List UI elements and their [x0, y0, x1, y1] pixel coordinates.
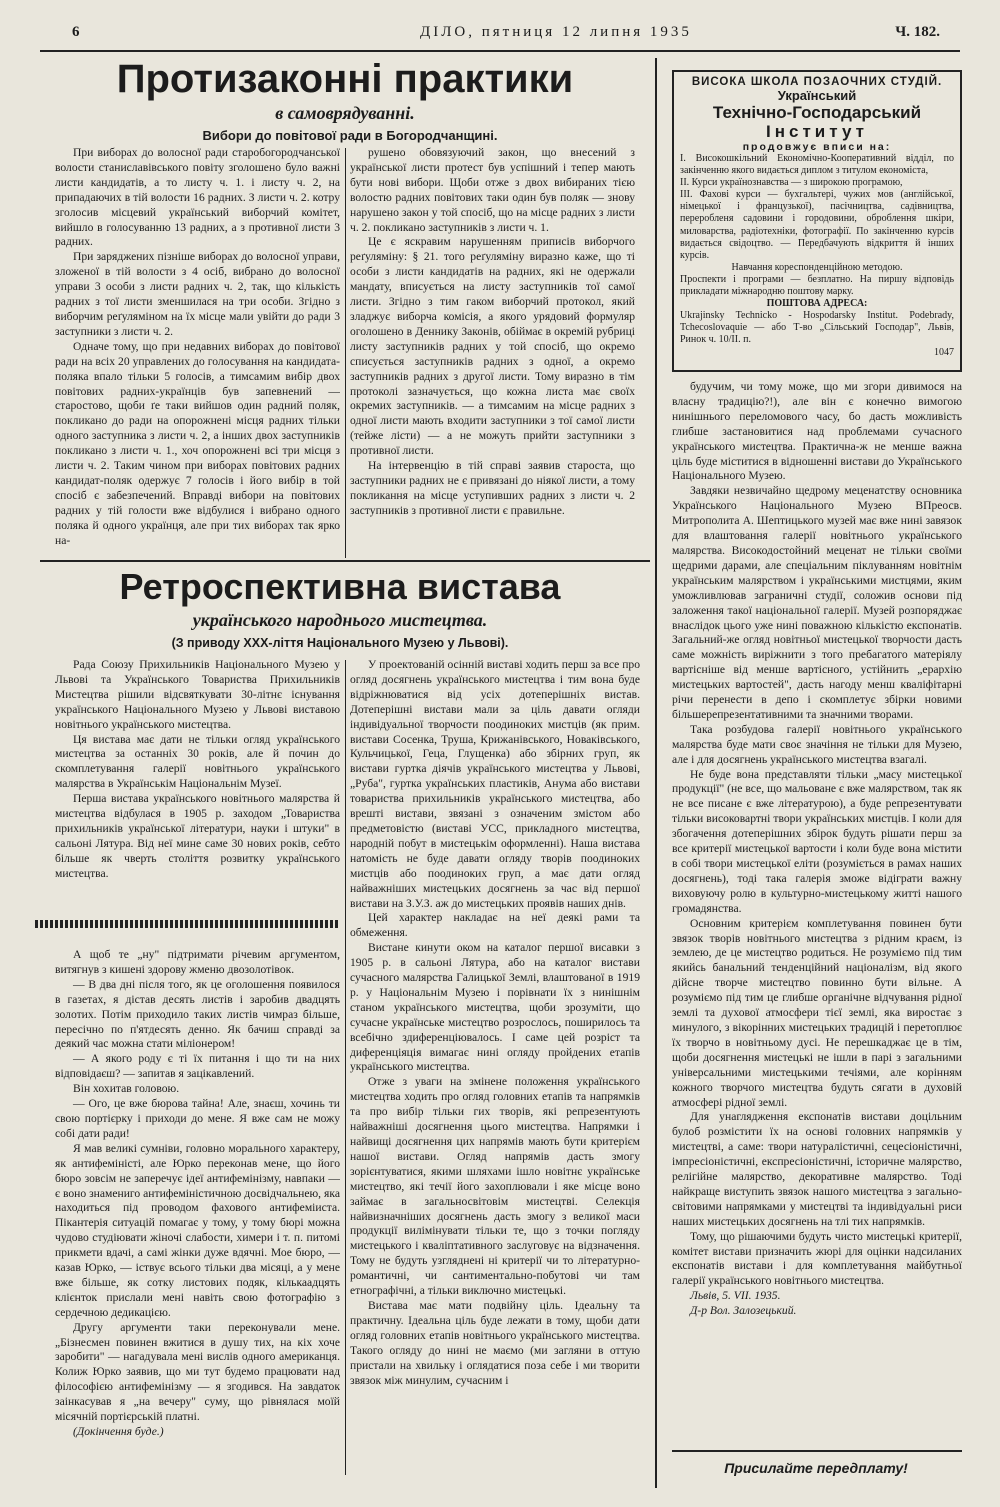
paragraph: Цей характер накладає на неї деякі рами та обмеження.: [350, 911, 640, 940]
ad-code: 1047: [934, 346, 954, 358]
paragraph: Завдяки незвичайно щедрому меценатству основника Українського Національного Музею ВПреосв. Митрополита А. Шептицького музей має вже нині завязок для влаштовання галерії новітнього українського малярства. Високодостойний меценат не тільки своїми щедрими дарами, але спеціальним піклуванням новітнім українським малярством і українськими мистцями, яким уможливлював заграничні студії, соложив основи під заложення такої національної галерії. Музей розпоряджає внаслідок цього уже нині поважною кількістю експонатів. Загальний-же огляд новітньої мистецької творчости дасть саме можність виріжнити з того пребагатого матеріялу вартісніше від менше вартісного, устійнить „ерархію мистецьких вартостей", дасть нагоду менш кваліфітарні річи перенести в депо і скомплетує збірки новими більшерепрезентативними та значними творами.: [672, 484, 962, 721]
paragraph: — Ого, це вже бюрова тайна! Але, знаєш, хочинь ти свою портієрку і приходи до мене. Я вже сам не можу собі дати ради!: [55, 1097, 340, 1140]
article1-subhead: Вибори до повітової ради в Богородчанщині.: [202, 128, 498, 143]
place-date: Львів, 5. VII. 1935.: [690, 1289, 781, 1303]
paragraph: Другу аргументи таки переконували мене. „Бізнесмен повинен вжитися в душу тих, на кіх хоче заробити" — нагадувала мені вислів одного американця. Колиж Юрко заявив, що ми тут будемо працювати над філософією антифемінізму — я згодився. На завдаток заінкасував я „на вечеру" суму, що рівнялася моїй місячній портієрській платні.: [55, 1320, 340, 1424]
author-signature: Д-р Вол. Залозецький.: [690, 1304, 797, 1318]
article2-column-3: [672, 380, 962, 1445]
paragraph: А щоб те „ну" підтримати річевим аргументом, витягнув з кишені здорову жменю двозолотівок.: [55, 948, 340, 976]
article1-column-2: [350, 146, 635, 561]
paragraph: Для унаглядження експонатів вистави доцільним булоб розмістити їх на основі головних напрямків у мистецтві, а саме: твори натуралістичні, сецесіоністичні, імпресіоністичні, експресіоністичні, історичне малярство, релігійне малярство, декоративне малярство. Тоді найкраще виступить звязок нашого мистецтва з загально-світовими напрямками у мистецтві та індивідуальні риси наших мистецьких досягнень на тлі тих напрямків.: [672, 1110, 962, 1228]
footer-rule: [672, 1450, 962, 1452]
ad-item-2: II. Курси українознавства — з широкою програмою,: [680, 177, 903, 189]
paragraph: При заряджених пізніше виборах до волосної управи, зложеної в тій волости з 4 осіб, вибрано до волосної управи 3 особи з листи радних ч. 2, так, що кількість радних з тої листи зменшилася на три особи. Згідно з виборчим реґуляміном на їх місце мали увійти до ради 3 заступники з листи ч. 2.: [55, 250, 340, 338]
page-header: [40, 24, 940, 46]
ad-line-institute-name: Технічно-Господарський: [712, 103, 922, 122]
paragraph: — А якого роду є ті їх питання і що ти на них відповідаєш? — запитав я зацікавлений.: [55, 1052, 340, 1081]
ad-note-2: Проспекти і програми — безплатно. На пиршу відповідь прикладати міжнародню поштову марку.: [680, 273, 954, 298]
paragraph: — В два дні після того, як це оголошення появилося в газетах, я дістав десять листів і заробив двадцять золотих. Потім приходило таких листів чимраз більше, пересічно по п'ятдесять денно. Як бачиш справді за деякий час можна стати міліонером!: [55, 977, 340, 1051]
paragraph: рушено обовязуючий закон, що внесений з української листи протест був успішний і тепер мають бути нові вибори. Щоби отже з двох вибираних тією волостю радних повітових таки один був поляк — знову нарушено закон у той спосіб, що на місце радних з листи ч. 2. покликано заступників з листи ч. 1.: [350, 146, 635, 234]
paragraph: Тому, що рішаючими будуть чисто мистецькі критерії, комітет вистави призначить жюрі для оцінки надсиланих експонатів вистави і для комплетування майбутньої галерії українського новітнього мистецтва.: [672, 1229, 962, 1288]
ad-line-institute: Інститут: [766, 122, 868, 141]
institute-advertisement: [672, 70, 962, 372]
column-divider: [345, 148, 346, 558]
ad-note-1: Навчання кореспонденційною методою.: [731, 261, 903, 273]
article1-subtitle: в самоврядуванні.: [275, 103, 415, 123]
paragraph: Вистава має мати подвійну ціль. Ідеальну та практичну. Ідеальна ціль буде лежати в тому, щоби дати огляд головних етапів новітнього українського мистецтва. Такого огляду до нині не маємо (ми загляни в оттую пристали на хвильку і оглядатися поза себе і ми творити звязок між минулим, сучасним і: [350, 1298, 640, 1387]
paragraph: Така розбудова галерії новітнього українського малярства буде мати своє значіння не тільки для Музею, але і для досягнень українського мистецтва взагалі.: [672, 722, 962, 766]
paragraph: будучим, чи тому може, що ми згори дивимося на власну традицію?!), але він є конечно вимогою нинішнього переломового часу, бо дасть можливість глибше застановитися над проблемами сучасного українського мистецтва. Практична-ж не менше важна ціль буде міститися в відношенні вистави до Українського Національного Музею.: [672, 380, 962, 483]
article1-title: Протизаконні практики: [116, 57, 574, 101]
header-rule: [40, 50, 960, 52]
page-divider: [655, 58, 657, 1488]
subscribe-notice: Присилайте передплату!: [724, 1460, 908, 1476]
ad-line-school: ВИСОКА ШКОЛА ПОЗАОЧНИХ СТУДІЙ.: [691, 76, 943, 88]
paragraph: При виборах до волосної ради старобогородчанської волости станиславівського повіту зголошено було важні листи кандидатів, а то листу ч. 1. і листу ч. 2, на припадаючих в тій волости 16 радних. З листи ч. 2. котру зголосив місцевий український виборчий комітет, вийшло в голосуванню 13 радних, а з противної листи 3 радних.: [55, 146, 340, 249]
ad-item-1: I. Високошкільний Економічно-Кооперативний відділ, по закінченню якого видається диплом з титулом економіста,: [680, 153, 954, 177]
paragraph: Основним критерієм комплетування повинен бути звязок творів новітнього мистецтва з рідним краєм, із землею, де це мистецтво родиться. Не розуміємо під тим якийсь банальний тенденційний націоналізм, від якого дійсне творче мистецтво повинно бути вільне. А розуміємо під тим це глибше органічне відчування рідної землі та духової атмосфери тієї землі, яка виростає з минулого, з вікорінних мистецьких традицій і перетоплює їх творчо в новітньому дусі. Не перешкаджає це в тім, щоби досягнення мистецькі не ішли в парі з загальними універсальними мистецькими течіями, але корінням кожного творчого мистецтва будуть сягати в духовій атмосфері рідної землі.: [672, 916, 962, 1109]
page-number: 6: [72, 24, 80, 40]
column-divider: [345, 660, 346, 1475]
article2-subhead: (З приводу XXX-ліття Національного Музею у Львові).: [171, 636, 509, 650]
article2-subtitle: українського народнього мистецтва.: [192, 610, 488, 630]
article2-column-1: [55, 658, 340, 898]
paragraph: Він хохитав головою.: [73, 1082, 180, 1096]
issue-number: Ч. 182.: [895, 24, 940, 40]
article2-column-2: [350, 658, 640, 1480]
masthead: ДІЛО, пятниця 12 липня 1935: [420, 24, 692, 40]
paragraph: Не буде вона представляти тільки „масу мистецької продукції" (не все, що мальоване є вже малярством, так як не все писане є вже літературою), а буде репрезентувати тільки високовартні твори українських мистців. І коли для збогачення дотеперішних збірок будуть рішати перш за все критерії мистецької вартости і коли буде вона містити в собі твори мистецької еліти (розуміється в рамах наших досягнень), тоді така галерія зможе відіграти важну виховуючу ролю в культурно-мистецькому житті нашого громадянства.: [672, 767, 962, 915]
paragraph: На інтервенцію в тій справі заявив староста, що заступники радних не є привязані до ніякої листи, а тому покликання на місце уступивших радних з листи ч. 2 заступників з противної листи є правильне.: [350, 459, 635, 517]
ad-line-enrollment: продовжує вписи на:: [742, 141, 892, 153]
section-rule: [40, 560, 650, 562]
paragraph: Це є яскравим нарушенням приписів виборчого реґуляміну: § 21. того реґуляміну виразно каже, що ті особи з листи кандидатів на радних, які не одержали мандату, вписується на листу заступників тої самої листи. Згідно з тим гаком виборчий протокол, який зладжує виборча комісія, а якого урядовий формуляр оголошено в Деннику Законів, обіймає в окремій рубриці листу заступників радних у той спосіб, що окремо списується заступників радних з одної, а окремо заступників радних з другої листи. Тому виразно в тім протоколі зазначується, що кожна листа має своїх окремих заступників. — а тимсамим на місце радних з одної листи мають входити заступники з тої самої листи (тейже лісти) — а не можуть прийти заступники з противної листи.: [350, 235, 635, 458]
paragraph: Перша вистава українського новітнього малярства й мистецтва відбулася в 1905 р. заходом „Товариства прихильників української літератури, науки і штуки" в сальоні Лятура. Від неї мине саме 30 нових років, себто більше як чверть століття розвитку українського мистецтва.: [55, 792, 340, 880]
feuilleton-separator: [35, 920, 340, 928]
paragraph: Одначе тому, що при недавних виборах до повітової ради на всіх 20 управлених до голосування на кандидата-поляка впало тільки 5 голосів, а тимсамим вибір двох повітових радних-українців був запевнений — старостово, щоби ґе таки вийшов один радний поляк, покликано до ради на опорожнені місця радних тільки одного заступника з листи ч. 2, а інших двох заступників покликано з листи ч. 1., хоч опорожнені всі три місця з листи ч. 2. Таким чином при виборах повітових радних кандидат-поляк одержує 7 голосів і його вибір в той спосіб є забезпечений. Вправді вибори на повітових радних у тій голости вже відбулися і вибрано одного поляка й одного українця, але при тих виборах так ярко на-: [55, 339, 340, 547]
article1-column-1: [55, 146, 340, 561]
paragraph: Вистане кинути оком на каталог першої висавки з 1905 р. в сальоні Лятура, або на каталог вистави сучасного малярства Галицької Землі, влаштованої в 1919 р. у Національнім Музею і порівнати їх з нинішнім станом українського мистецтва, щоби зрозуміти, що сучасне українське мистецтво розрослось, поширилось та всебічно здиференціювалось. І саме цей розріст та диференціяція вимагає нині огляду пройдених етапів українського мистецтва.: [350, 941, 640, 1074]
feuilleton-column: [55, 948, 340, 1478]
continuation-note: (Докінчення буде.): [73, 1425, 164, 1438]
ad-address: Ukrajinsky Technicko - Hospodarsky Institut. Podebrady, Tchecoslovaquie — або Т-во „Сільський Господар", Львів, Ринок ч. 10/II. п.: [680, 310, 954, 346]
paragraph: У проектованій осінній виставі ходить перш за все про огляд досягнень українського мистецтва і тим вона буде відріжнюватися від усіх дотеперішніх вистав. Дотеперішні вистави мали за ціль давати огляди індивідуальної творчости поодиноких мистців (як прим. вистави Сосенка, Труша, Крижанівського, Новаківського, Кульчицької, Геца, Глущенка) або збірних груп, як вистави гуртка діячів українського мистецтва у Львові, „Руба", гуртка українських пластиків, Анума або вистави товариства прихильників українського мистецтва, або врешті вистави, звязані з означеним змістом або предметовістю (виставі УСС, прикладного мистецтва, народній побут в мистецькім оформленні). Нашa виставa натомість не буде давати огляду творів поодиноких мистців або поодиноких груп, а має дати огляд найважніших мистецьких досягнень за час від першої вистави на З.У.З. аж до мистецьких проявів наших днів.: [350, 658, 640, 910]
paragraph: Отже з уваги на змінене положення українського мистецтва ходить про огляд головних етапів та напрямків та про вибір тільки гих творів, які репрезентують найважніші досягнення цього мистецтва. Напрямки і найвищі досягнення цих напрямів мають бути критерієм нашої вистави. Огляд напрямів дасть змогу зорієнтуватися, якими шляхами ішло новітнє українське мистецтво, які течії його захоплювали і яке місце воно займає в загальносвітовім мистецтві. Селекція найвизначніших досягнень дасть змогу з великої маси продукції вилімінувати тільки те, що з точки погляду мистецького і кваліптативного заслуговує на відзначення. Тому не будуть узгляднені ні критерії чи то літературно-романтичні, чи сантиментально-побутові чи там етнографічні, а тільки виключно мистецькі.: [350, 1075, 640, 1298]
ad-line-ukrainian: Український: [777, 88, 857, 103]
article2-title: Ретроспективна вистава: [119, 566, 561, 607]
ad-address-title: ПОШТОВА АДРЕСА:: [766, 298, 868, 310]
paragraph: Рада Союзу Прихильників Національного Музею у Львові та Українського Товариства Прихильників Мистецтва рішили відсвяткувати 30-літнє існування українського Національного Музею у Львові виставою новітнього українського мистецтва.: [55, 658, 340, 731]
paragraph: Я мав великі сумніви, головно морального характеру, як антифеміністі, але Юрко переконав мене, що його бюро зовсім не заперечує ідеї антифемінізму, навпаки — є воно знамениго антифеміністичною досвідчальнею, яка находиться під проводом фахового антифеміиста. Пікантерія ситуацій помагає у тому, у тому бюрі можна чудово студіювати жіночі слабости, химери і т. п. питомі прикмети вдачі, а самі жінки дуже вдячні. Мое бюро, — казав Юрко, — іствує всього тільки два місяці, а у мене вже більше, як сотку листових подяк, кількаадцять клієнток прислали мені навіть свою фотографію з сердечною дедикацією.: [55, 1141, 340, 1319]
ad-item-3: III. Фахові курси — бухгальтері, чужих мов (англійської, німецької і французької), пасічництва, садівництва, переробленя садовини і городовини, оброблення шкіри, миловарства, радіотехніки, фотографії. По закінченню курсів видається свідоцтво. — Передбачують відкриття й інших курсів.: [680, 189, 954, 261]
paragraph: Ця вистава має дати не тільки огляд українського мистецтва за останніх 30 років, але й почин до скомплетування галерії новітнього українського малярства в Українськім Національнім Музеї.: [55, 732, 340, 791]
